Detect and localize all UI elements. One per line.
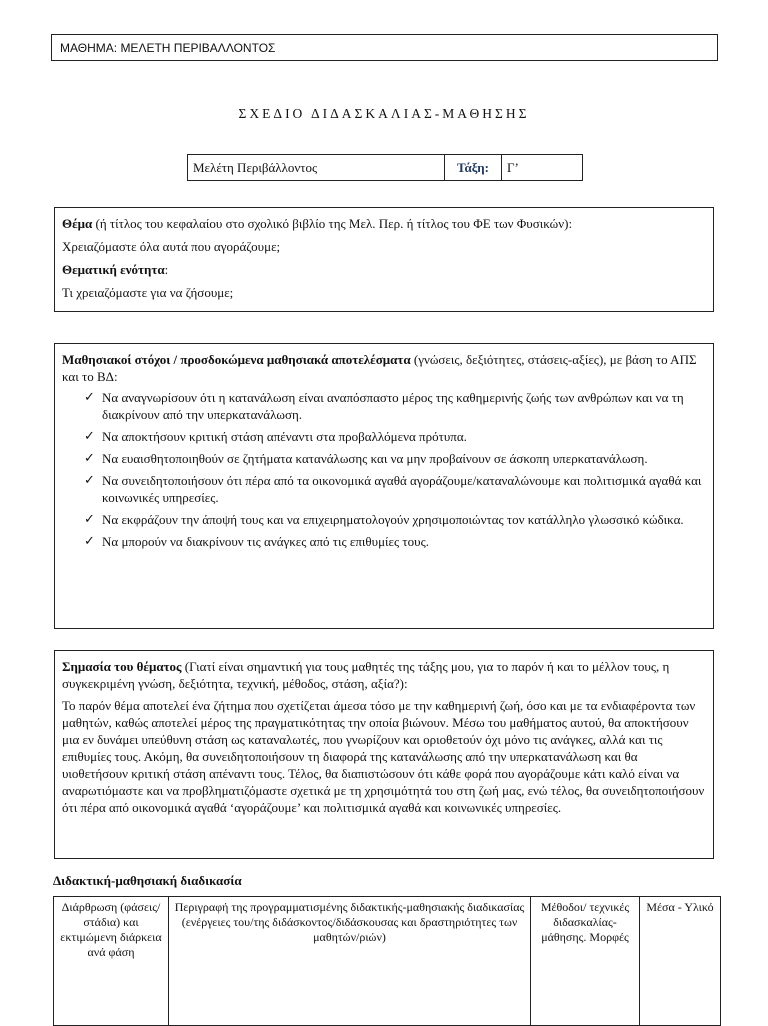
grade-label: Τάξη:: [445, 155, 502, 181]
goals-label: Μαθησιακοί στόχοι / προσδοκώμενα μαθησιακά αποτελέσματα: [62, 352, 411, 367]
goal-text: Να μπορούν να διακρίνουν τις ανάγκες από τις επιθυμίες τους.: [102, 534, 429, 549]
goal-item: [84, 472, 706, 506]
goals-note: (γνώσεις, δεξιότητες, στάσεις-αξίες), με βάση το ΑΠΣ και το ΒΔ:: [62, 352, 697, 384]
goal-item: [84, 450, 706, 467]
header-structure: Διάρθρωση (φάσεις/στάδια) και εκτιμώμενη διάρκεια ανά φάση: [54, 897, 169, 1026]
learning-goals-section: [54, 343, 714, 629]
importance-note: (Γιατί είναι σημαντική για τους μαθητές της τάξης μου, για το παρόν ή και το μέλλον τους, η συγκεκριμένη γνώση, δεξιότητα, τεχνική, μέθοδος, στάση, αξία?):: [62, 659, 670, 691]
checkmark-icon: ✓: [84, 534, 95, 549]
document-title: ΣΧΕΔΙΟ ΔΙΔΑΣΚΑΛΙΑΣ-ΜΑΘΗΣΗΣ: [238, 106, 530, 121]
goal-text: Να εκφράζουν την άποψή τους και να επιχειρηματολογούν χρησιμοποιώντας τον κατάλληλο γλωσσικό κώδικα.: [102, 512, 684, 527]
topic-value: Χρειαζόμαστε όλα αυτά που αγοράζουμε;: [62, 239, 281, 254]
subject-value: ΜΕΛΕΤΗ ΠΕΡΙΒΑΛΛΟΝΤΟΣ: [120, 41, 276, 55]
goal-item: [84, 533, 706, 550]
importance-label: Σημασία του θέματος: [62, 659, 182, 674]
goal-item: [84, 511, 706, 528]
header-description: Περιγραφή της προγραμματισμένης διδακτικής-μαθησιακής διαδικασίας (ενέργειες του/της διδάσκοντος/διδάσκουσας και δραστηριότητες των μαθητών/ριών): [169, 897, 531, 1026]
class-info-table: [187, 154, 583, 181]
header-materials: Μέσα - Υλικό: [640, 897, 721, 1026]
topic-note: (ή τίτλος του κεφαλαίου στο σχολικό βιβλίο της Μελ. Περ. ή τίτλος του ΦΕ των Φυσικών):: [92, 216, 573, 231]
unit-value: Τι χρειαζόμαστε για να ζήσουμε;: [62, 285, 234, 300]
goals-list: [62, 389, 706, 550]
unit-label: Θεματική ενότητα: [62, 262, 165, 277]
checkmark-icon: ✓: [84, 473, 95, 488]
subject-label: ΜΑΘΗΜΑ:: [60, 41, 118, 55]
procedure-table: [53, 896, 721, 1026]
checkmark-icon: ✓: [84, 451, 95, 466]
importance-section: [54, 650, 714, 859]
checkmark-icon: ✓: [84, 512, 95, 527]
unit-colon: :: [164, 262, 169, 277]
subject-bar: [51, 34, 718, 61]
goal-text: Να αναγνωρίσουν ότι η κατανάλωση είναι αναπόσπαστο μέρος της καθημερινής ζωής των ανθρώπων και να τη διακρίνουν από την υπερκατανάλωση.: [102, 390, 684, 422]
goal-text: Να συνειδητοποιήσουν ότι πέρα από τα οικονομικά αγαθά αγοράζουμε/καταναλώνουμε και πολιτισμικά αγαθά και κοινωνικές υπηρεσίες.: [102, 473, 702, 505]
procedure-title: Διδακτική-μαθησιακή διαδικασία: [53, 873, 242, 888]
grade-value: Γ’: [502, 155, 583, 181]
importance-body: Το παρόν θέμα αποτελεί ένα ζήτημα που σχετίζεται άμεσα τόσο με την καθημερινή ζωή, όσο και με τα ενδιαφέροντα των μαθητών, καθώς αποτελεί μέρος της πραγματικότητας την οποία βιώνουν. Μέσω του μαθήματος αυτού, θα αποκτήσουν μια εν δυνάμει υπεύθυνη στάση ως καταναλωτές, που γνωρίζουν και οριοθετούν όχι μόνο τις ανάγκες, αλλά και τις επιθυμίες τους. Ακόμη, θα συνειδητοποιήσουν τη διαφορά της κατανάλωσης από την υπερκατανάλωση και θα υιοθετήσουν κριτική στάση απέναντι τους. Τέλος, θα διαπιστώσουν ότι κάθε φορά που αγοράζουμε κάτι καλό είναι να αναρωτιόμαστε και να προβληματιζόμαστε σχετικά με τη χρησιμότητά του στη ζωή μας, ενώ τέλος, θα συνειδητοποιήσουν ότι πέρα από οικονομικά αγαθά ‘αγοράζουμε’ και πολιτισμικά αγαθά και κοινωνικές υπηρεσίες.: [62, 698, 705, 815]
course-name: Μελέτη Περιβάλλοντος: [188, 155, 445, 181]
topic-section: [54, 207, 714, 312]
goal-item: [84, 389, 706, 423]
goal-text: Να ευαισθητοποιηθούν σε ζητήματα κατανάλωσης και να μην προβαίνουν σε άσκοπη υπερκατανάλωση.: [102, 451, 648, 466]
topic-label: Θέμα: [62, 216, 93, 231]
goal-item: [84, 428, 706, 445]
checkmark-icon: ✓: [84, 429, 95, 444]
header-methods: Μέθοδοι/ τεχνικές διδασκαλίας-μάθησης. Μορφές: [531, 897, 640, 1026]
checkmark-icon: ✓: [84, 390, 95, 405]
goal-text: Να αποκτήσουν κριτική στάση απέναντι στα προβαλλόμενα πρότυπα.: [102, 429, 467, 444]
